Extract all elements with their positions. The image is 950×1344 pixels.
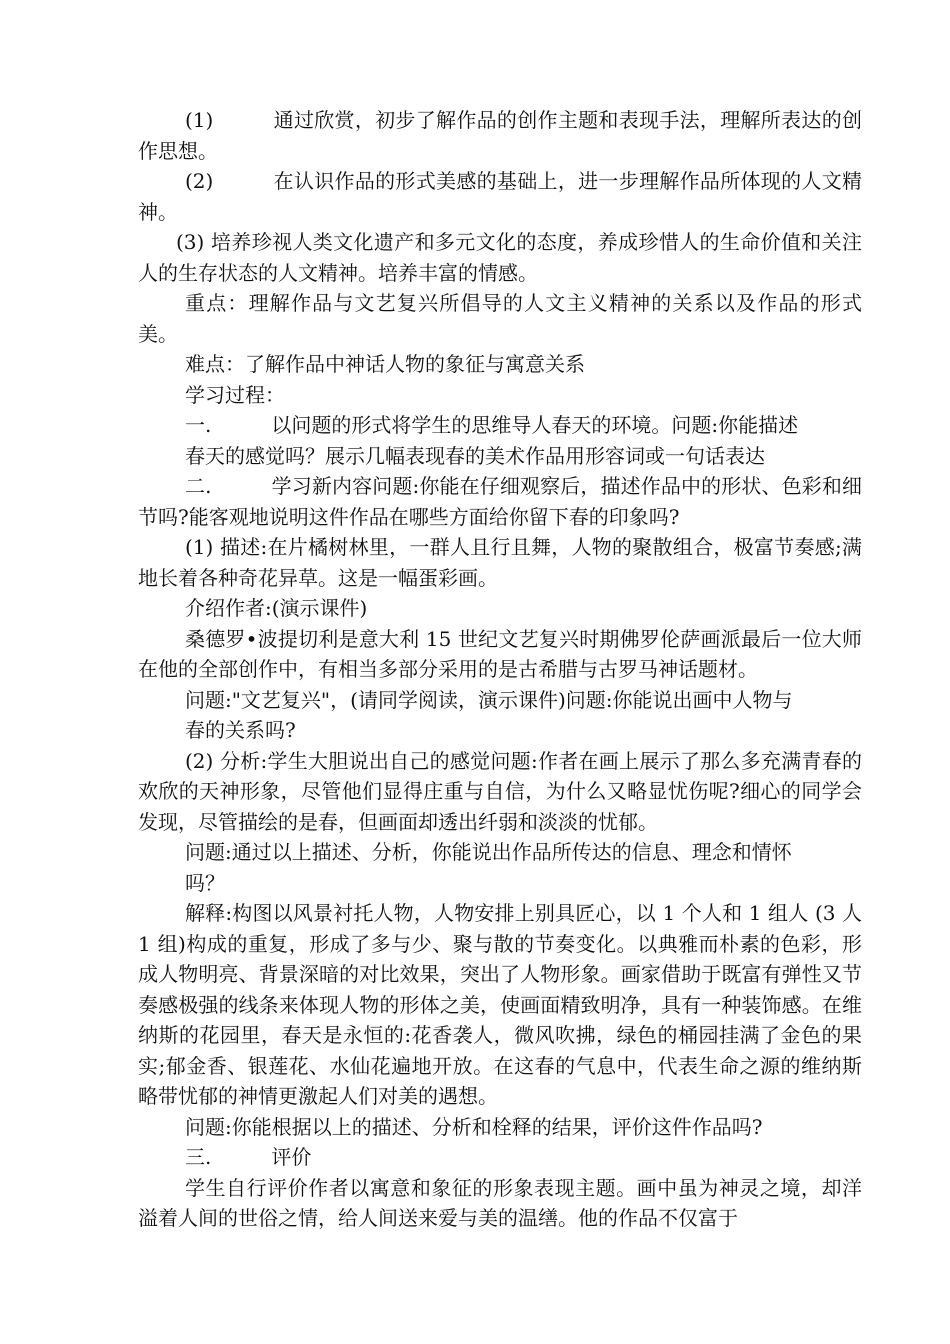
objective-1 [138, 105, 862, 166]
question-2-line-2: 吗？ [185, 870, 225, 895]
question-1-line-1: 问题:"文艺复兴"，(请同学阅读，演示课件)问题:你能说出画中人物与 [185, 687, 793, 712]
step-1-text: 以问题的形式将学生的思维导人春天的环境。问题:你能描述 [271, 413, 799, 437]
step-3 [138, 1142, 862, 1173]
author-bio: 桑德罗•波提切利是意大利 15 世纪文艺复兴时期佛罗伦萨画派最后一位大师在他的全部创作中，有相当多部分采用的是古希腊与古罗马神话题材。 [138, 626, 862, 681]
objective-2 [138, 166, 862, 227]
step-1-number: 一. [185, 413, 212, 437]
key-point: 重点：理解作品与文艺复兴所倡导的人文主义精神的关系以及作品的形式美。 [138, 291, 862, 346]
explanation: 解释:构图以风景衬托人物，人物安排上别具匠心，以 1 个人和 1 组人 (3 人 1 组)构成的重复，形成了多与少、聚与散的节奏变化。以典雅而朴素的色彩，形成人物明亮、背景深暗的对比效果，突出了人物形象。画家借助于既富有弹性又节奏感极强的线条来体现人物的形体之美，使画面精致明净，具有一种装饰感。在维纳斯的花园里，春天是永恒的:花香袭人，微风吹拂，绿色的桶园挂满了金色的果实;郁金香、银莲花、水仙花遍地开放。在这春的气息中，代表生命之源的维纳斯略带忧郁的神情更激起人们对美的遇想。 [138, 901, 862, 1108]
step-1-line-1 [138, 410, 862, 441]
objective-3: (3) 培养珍视人类文化遗产和多元文化的态度，养成珍惜人的生命价值和关注人的生存状态的人文精神。培养丰富的情感。 [138, 230, 862, 285]
question-2-line-1: 问题:通过以上描述、分析，你能说出作品所传达的信息、理念和情怀 [185, 840, 792, 864]
document-page [138, 105, 862, 1234]
process-heading: 学习过程： [185, 382, 285, 407]
step-2-text: 学习新内容问题:你能在仔细观察后，描述作品中的形状、色彩和细节吗?能客观地说明这件作品在哪些方面给你留下春的印象吗? [138, 474, 862, 529]
author-intro: 介绍作者:(演示课件) [185, 596, 368, 620]
step-3-number: 三. [185, 1145, 212, 1169]
step-3-text: 评价 [271, 1145, 312, 1169]
step-1-line-2: 春天的感觉吗？展示几幅表现春的美术作品用形容词或一句话表达 [185, 443, 765, 468]
question-1-line-2: 春的关系吗? [185, 718, 296, 742]
analysis: (2) 分析:学生大胆说出自己的感觉问题:作者在画上展示了那么多充满青春的欢欣的天神形象，尽管他们显得庄重与自信，为什么又略显忧伤呢?细心的同学会发现，尽管描绘的是春，但画面却透出纤弱和淡淡的忧郁。 [138, 748, 862, 834]
description: (1) 描述:在片橘树林里，一群人且行且舞，人物的聚散组合，极富节奏感;满地长着各种奇花异草。这是一幅蛋彩画。 [138, 535, 862, 590]
step-2 [138, 471, 862, 532]
evaluation: 学生自行评价作者以寓意和象征的形象表现主题。画中虽为神灵之境，却洋溢着人间的世俗之情，给人间送来爱与美的温缮。他的作品不仅富于 [138, 1175, 862, 1230]
objective-1-number: (1) [185, 108, 214, 132]
objective-1-text: 通过欣赏，初步了解作品的创作主题和表现手法，理解所表达的创作思想。 [138, 108, 862, 163]
objective-2-number: (2) [185, 169, 214, 193]
step-2-number: 二. [185, 474, 212, 498]
question-3: 问题:你能根据以上的描述、分析和栓释的结果，评价这件作品吗? [185, 1114, 763, 1139]
objective-2-text: 在认识作品的形式美感的基础上，进一步理解作品所体现的人文精神。 [138, 169, 862, 224]
difficulty: 难点：了解作品中神话人物的象征与寓意关系 [185, 352, 585, 376]
